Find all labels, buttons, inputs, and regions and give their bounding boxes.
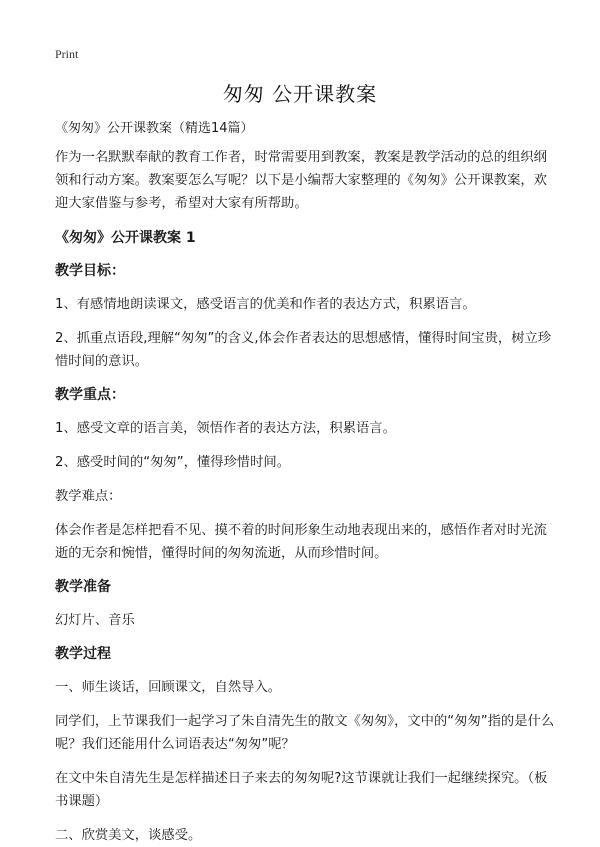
goal-item: 2、抓重点语段,理解“匆匆”的含义,体会作者表达的思想感情，懂得时间宝贵，树立珍惜时间的意识。: [55, 331, 552, 369]
keypoint-item: 1、感受文章的语言美，领悟作者的表达方法，积累语言。: [55, 421, 396, 436]
process-heading: 教学过程: [55, 646, 111, 662]
difficulty-text: 体会作者是怎样把看不见、摸不着的时间形象生动地表现出来的，感悟作者对时光流逝的无奈和惋惜，懂得时间的匆匆流逝，从而珍惜时间。: [55, 523, 547, 561]
process-paragraph: 同学们，上节课我们一起学习了朱自清先生的散文《匆匆》，文中的“匆匆”指的是什么呢？我们还能用什么词语表达“匆匆”呢？: [55, 714, 555, 752]
print-link[interactable]: Print: [55, 47, 79, 61]
section-title: 《匆匆》公开课教案 1: [55, 230, 196, 246]
process-paragraph: 在文中朱自清先生是怎样描述日子来去的匆匆呢?这节课就让我们一起继续探究。（板书课题）: [55, 771, 548, 809]
page-title: 匆匆 公开课教案: [222, 82, 378, 106]
process-step: 二、欣赏美文，谈感受。: [55, 828, 202, 843]
intro-paragraph: 作为一名默默奉献的教育工作者，时常需要用到教案，教案是教学活动的总的组织纲领和行动方案。教案要怎么写呢？以下是小编帮大家整理的《匆匆》公开课教案，欢迎大家借鉴与参考，希望对大家有所帮助。: [55, 150, 547, 211]
difficulty-heading: 教学难点：: [55, 489, 122, 504]
document-subtitle: 《匆匆》公开课教案（精选14篇）: [55, 121, 254, 136]
keypoint-item: 2、感受时间的“匆匆”，懂得珍惜时间。: [55, 455, 290, 470]
prep-text: 幻灯片、音乐: [55, 613, 135, 628]
document-body: [55, 118, 555, 847]
goal-item: 1、有感情地朗读课文，感受语言的优美和作者的表达方式，积累语言。: [55, 297, 476, 312]
keypoints-heading: 教学重点：: [55, 387, 125, 403]
process-step: 一、师生谈话，回顾课文，自然导入。: [55, 680, 282, 695]
prep-heading: 教学准备: [55, 579, 111, 595]
goals-heading: 教学目标：: [55, 263, 125, 279]
